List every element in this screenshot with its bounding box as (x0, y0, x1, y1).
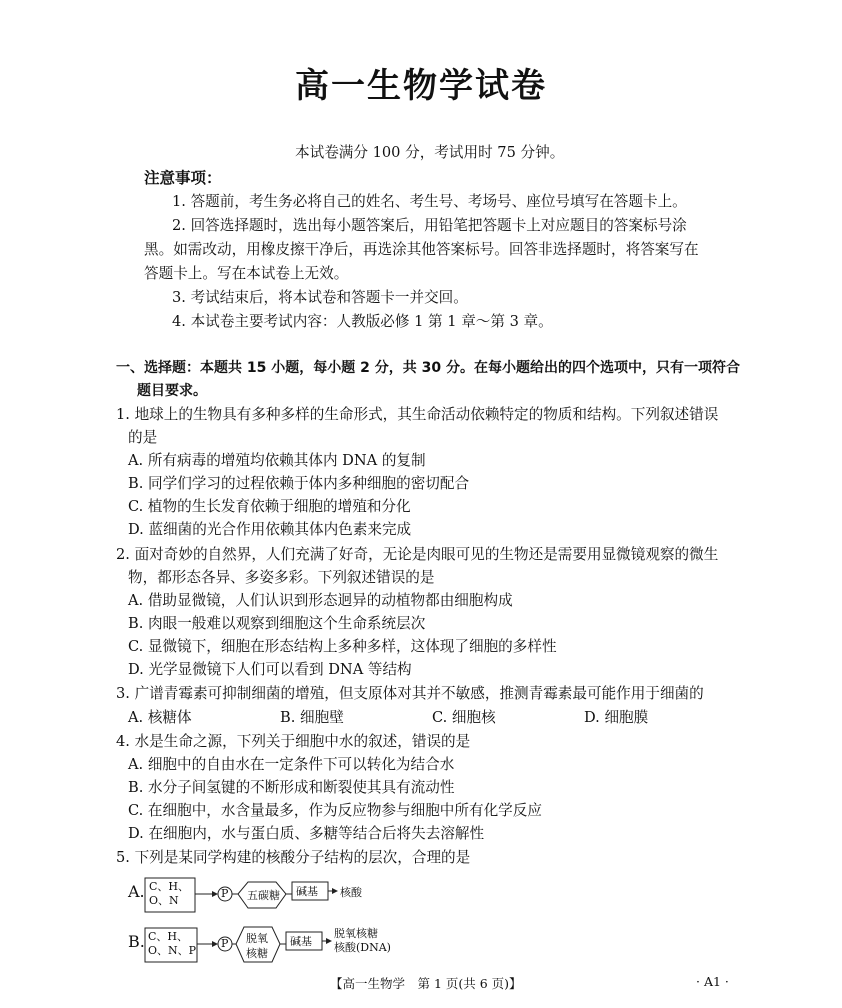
product-label-line1: 脱氧核糖 (334, 927, 378, 940)
notes-line: 黑。如需改动，用橡皮擦干净后，再选涂其他答案标号。回答非选择题时，将答案写在 (144, 241, 699, 258)
notes-line: 1. 答题前，考生务必将自己的姓名、考生号、考场号、座位号填写在答题卡上。 (172, 193, 687, 210)
question-1-option-b: B. 同学们学习的过程依赖于体内多种细胞的密切配合 (128, 475, 470, 492)
arrowhead (332, 888, 338, 894)
page-footer: 【高一生物学 第 1 页(共 6 页)】 (330, 976, 522, 991)
elements-label: C、H、O、N、P (148, 930, 197, 957)
question-1-stem-cont: 的是 (128, 429, 158, 446)
question-3-option-a: A. 核糖体 (128, 709, 192, 726)
base-label: 碱基 (290, 935, 312, 948)
question-5-option-b-label: B. (128, 932, 145, 951)
page-mark: · A1 · (696, 974, 729, 989)
question-2-option-d: D. 光学显微镜下人们可以看到 DNA 等结构 (128, 661, 412, 678)
notes-line: 4. 本试卷主要考试内容：人教版必修 1 第 1 章～第 3 章。 (172, 313, 553, 330)
question-4-stem: 4. 水是生命之源，下列关于细胞中水的叙述，错误的是 (116, 733, 471, 750)
notes-heading: 注意事项： (144, 169, 222, 187)
question-3-stem: 3. 广谱青霉素可抑制细菌的增殖，但支原体对其并不敏感，推测青霉素最可能作用于细菌的 (116, 685, 704, 702)
product-label-line2: 核酸(DNA) (334, 941, 391, 954)
arrowhead (212, 941, 218, 947)
section-heading-cont: 题目要求。 (137, 383, 207, 399)
question-5-stem: 5. 下列是某同学构建的核酸分子结构的层次，合理的是 (116, 849, 471, 866)
question-4-option-b: B. 水分子间氢键的不断形成和断裂使其具有流动性 (128, 779, 455, 796)
question-4-option-c: C. 在细胞中，水含量最多，作为反应物参与细胞中所有化学反应 (128, 802, 542, 819)
question-2-stem-cont: 物，都形态各异、多姿多彩。下列叙述错误的是 (128, 569, 435, 586)
question-2-option-a: A. 借助显微镜，人们认识到形态迥异的动植物都由细胞构成 (128, 592, 513, 609)
sugar-label-line1: 脱氧 (246, 932, 268, 945)
phosphate-label: P (221, 937, 229, 950)
notes-line: 3. 考试结束后，将本试卷和答题卡一并交回。 (172, 289, 468, 306)
question-2-option-c: C. 显微镜下，细胞在形态结构上多种多样，这体现了细胞的多样性 (128, 638, 557, 655)
question-3-option-d: D. 细胞膜 (584, 709, 649, 726)
sugar-label: 五碳糖 (247, 889, 280, 902)
question-2-option-b: B. 肉眼一般难以观察到细胞这个生命系统层次 (128, 615, 426, 632)
exam-intro: 本试卷满分 100 分，考试用时 75 分钟。 (295, 144, 565, 161)
base-label: 碱基 (296, 885, 318, 898)
question-1-option-d: D. 蓝细菌的光合作用依赖其体内色素来完成 (128, 521, 412, 538)
arrowhead (326, 938, 332, 944)
product-label: 核酸 (340, 886, 362, 899)
question-5-option-a-label: A. (128, 882, 145, 901)
phosphate-label: P (221, 887, 229, 900)
question-4-option-d: D. 在细胞内，水与蛋白质、多糖等结合后将失去溶解性 (128, 825, 485, 842)
notes-line: 答题卡上。写在本试卷上无效。 (144, 265, 349, 282)
question-4-option-a: A. 细胞中的自由水在一定条件下可以转化为结合水 (128, 756, 455, 773)
question-1-option-a: A. 所有病毒的增殖均依赖其体内 DNA 的复制 (128, 452, 426, 469)
question-3-option-c: C. 细胞核 (432, 709, 496, 726)
question-1-stem: 1. 地球上的生物具有多种多样的生命形式，其生命活动依赖特定的物质和结构。下列叙述错误 (116, 406, 719, 423)
section-heading: 一、选择题：本题共 15 小题，每小题 2 分，共 30 分。在每小题给出的四个选项中，只有一项符合 (116, 360, 740, 376)
notes-line: 2. 回答选择题时，选出每小题答案后，用铅笔把答题卡上对应题目的答案标号涂 (172, 217, 687, 234)
question-1-option-c: C. 植物的生长发育依赖于细胞的增殖和分化 (128, 498, 411, 515)
exam-title: 高一生物学试卷 (295, 66, 547, 106)
sugar-label-line2: 核糖 (246, 947, 268, 960)
question-3-option-b: B. 细胞壁 (280, 709, 344, 726)
elements-label: C、H、O、N (149, 880, 190, 907)
arrowhead (212, 891, 218, 897)
question-2-stem: 2. 面对奇妙的自然界，人们充满了好奇，无论是肉眼可见的生物还是需要用显微镜观察的微生 (116, 546, 719, 563)
